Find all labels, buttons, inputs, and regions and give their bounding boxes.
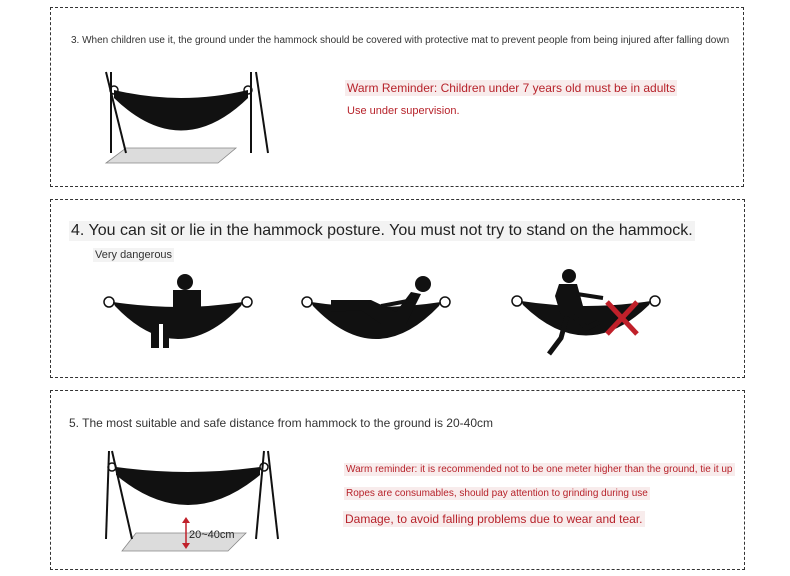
- section-heading: 3. When children use it, the ground under the hammock should be covered with protective mat to prevent people from being injured after falling down: [71, 35, 730, 46]
- warm-reminder-line-2: Ropes are consumables, should pay attention to grinding during use: [346, 488, 648, 499]
- hammock-lying-icon: [301, 272, 451, 352]
- section-height-distance: [50, 390, 745, 570]
- section-posture: [50, 199, 745, 378]
- warm-reminder-line-3: Damage, to avoid falling problems due to wear and tear.: [345, 512, 643, 526]
- hammock-sitting-icon: [103, 272, 253, 352]
- warm-reminder-line-2: Use under supervision.: [347, 105, 460, 117]
- warm-reminder-line-1: Warm Reminder: Children under 7 years old must be in adults: [347, 81, 676, 95]
- section-heading: 5. The most suitable and safe distance from hammock to the ground is 20-40cm: [69, 416, 493, 430]
- hammock-frame-with-mat-icon: [106, 68, 276, 168]
- section-children-safety: [50, 7, 744, 187]
- distance-label: 20~40cm: [189, 529, 235, 541]
- warm-reminder-line-1: Warm reminder: it is recommended not to be one meter higher than the ground, tie it up: [346, 464, 733, 475]
- danger-subtext: Very dangerous: [95, 249, 173, 261]
- section-heading: 4. You can sit or lie in the hammock posture. You must not try to stand on the hammock.: [71, 222, 693, 239]
- hammock-standing-forbidden-icon: [511, 266, 666, 361]
